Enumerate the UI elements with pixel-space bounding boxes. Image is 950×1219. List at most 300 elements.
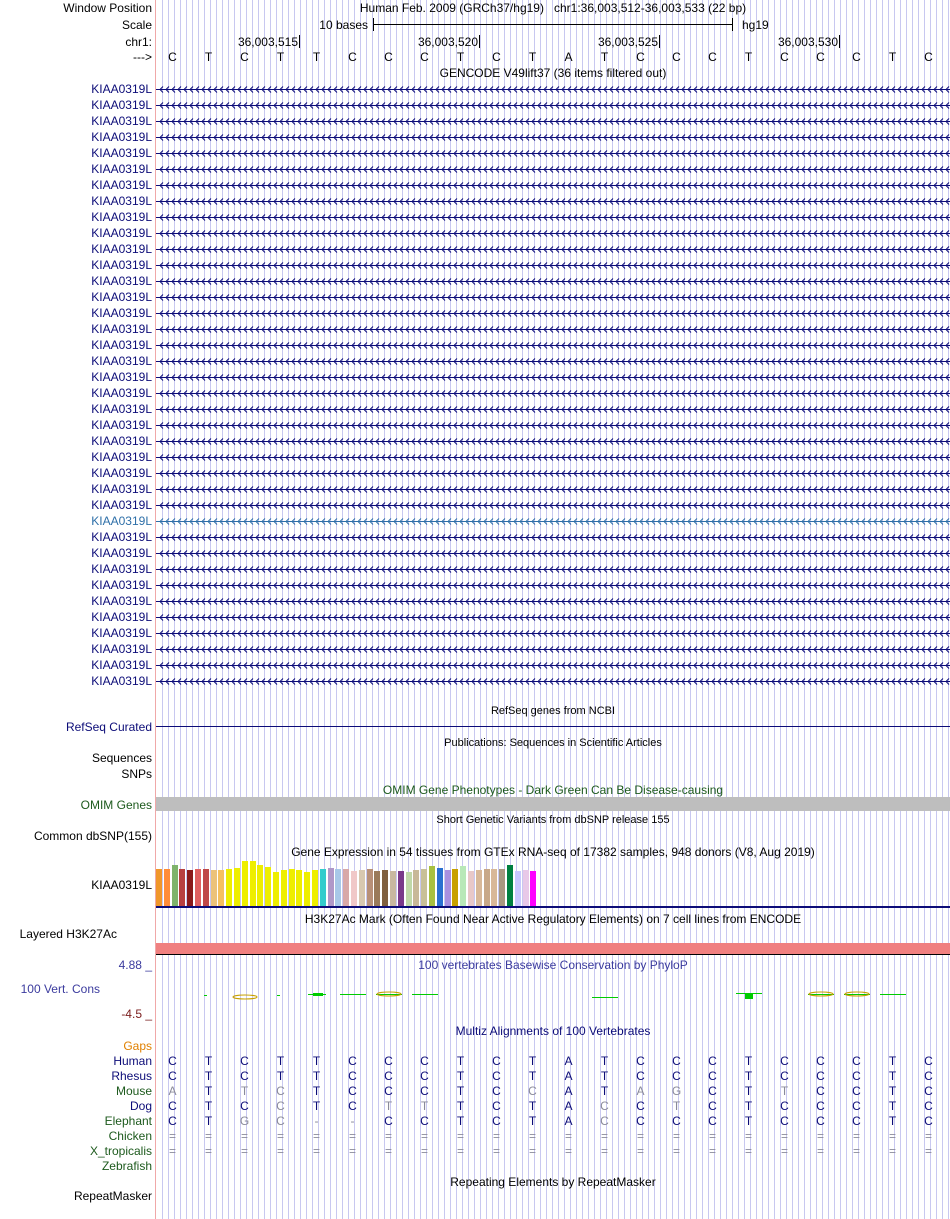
alignment-base: G xyxy=(671,1084,682,1098)
alignment-base: = xyxy=(672,1144,680,1158)
gencode-item-label[interactable]: KIAA0319L xyxy=(91,274,152,288)
gtex-tissue-bar[interactable] xyxy=(515,871,521,906)
sequence-base: C xyxy=(780,50,789,64)
gencode-gene-line[interactable] xyxy=(156,565,950,574)
sequence-base: C xyxy=(384,50,393,64)
gencode-item-label[interactable]: KIAA0319L xyxy=(91,434,152,448)
alignment-base: C xyxy=(780,1114,789,1128)
gencode-gene-line[interactable] xyxy=(156,533,950,542)
gtex-tissue-bar[interactable] xyxy=(484,869,490,906)
gtex-tissue-bar[interactable] xyxy=(390,871,396,906)
gencode-item-label[interactable]: KIAA0319L xyxy=(91,402,152,416)
gencode-item-label[interactable]: KIAA0319L xyxy=(91,194,152,208)
gencode-gene-line[interactable] xyxy=(156,181,950,190)
gencode-gene-line[interactable] xyxy=(156,677,950,686)
alignment-base: C xyxy=(780,1069,789,1083)
sequence-base: A xyxy=(564,50,573,64)
gtex-tissue-bar[interactable] xyxy=(398,871,404,906)
gtex-tissue-bar[interactable] xyxy=(476,870,482,906)
alignment-base: C xyxy=(816,1099,825,1113)
alignment-base: C xyxy=(348,1054,357,1068)
gencode-item-label[interactable]: KIAA0319L xyxy=(91,498,152,512)
sequence-base: C xyxy=(924,50,933,64)
gencode-item-label[interactable]: KIAA0319L xyxy=(91,642,152,656)
gtex-tissue-bar[interactable] xyxy=(273,872,279,906)
gtex-tissue-bar[interactable] xyxy=(328,868,334,906)
gencode-gene-line[interactable] xyxy=(156,661,950,670)
gencode-gene-line[interactable] xyxy=(156,405,950,414)
alignment-base: C xyxy=(420,1054,429,1068)
gencode-gene-line[interactable] xyxy=(156,165,950,174)
alignment-base: T xyxy=(204,1099,213,1113)
species-label[interactable]: Elephant xyxy=(104,1114,152,1128)
gtex-track-title: Gene Expression in 54 tissues from GTEx RNA-seq of 17382 samples, 948 donors (V8, Aug 2019) xyxy=(291,845,815,859)
publications-sequences-label[interactable]: Sequences xyxy=(91,751,152,765)
publications-track-title: Publications: Sequences in Scientific Articles xyxy=(444,737,662,749)
alignment-base: = xyxy=(420,1129,428,1143)
species-label[interactable]: Human xyxy=(113,1054,152,1068)
gtex-tissue-bar[interactable] xyxy=(382,870,388,906)
phylop-track-label[interactable]: 100 Vert. Cons xyxy=(20,982,100,996)
gencode-item-label[interactable]: KIAA0319L xyxy=(91,466,152,480)
gencode-gene-line[interactable] xyxy=(156,485,950,494)
h3k27ac-signal-bar[interactable] xyxy=(156,943,950,954)
publications-snps-label[interactable]: SNPs xyxy=(121,767,152,781)
gtex-tissue-bar[interactable] xyxy=(507,865,513,906)
gencode-gene-line[interactable] xyxy=(156,117,950,126)
gencode-item-label[interactable]: KIAA0319L xyxy=(91,114,152,128)
alignment-base: C xyxy=(492,1054,501,1068)
gencode-gene-line[interactable] xyxy=(156,341,950,350)
gencode-item-label[interactable]: KIAA0319L xyxy=(91,290,152,304)
alignment-base: C xyxy=(348,1084,357,1098)
gencode-item-label[interactable]: KIAA0319L xyxy=(91,386,152,400)
alignment-base: T xyxy=(204,1069,213,1083)
alignment-base: - xyxy=(350,1114,355,1128)
gencode-gene-line[interactable] xyxy=(156,101,950,110)
gtex-tissue-bar[interactable] xyxy=(499,869,505,906)
sequence-base: C xyxy=(420,50,429,64)
gencode-item-label[interactable]: KIAA0319L xyxy=(91,306,152,320)
gencode-item-label[interactable]: KIAA0319L xyxy=(91,578,152,592)
alignment-base: T xyxy=(456,1069,465,1083)
sequence-base: C xyxy=(636,50,645,64)
gtex-tissue-bar[interactable] xyxy=(359,870,365,906)
alignment-base: = xyxy=(852,1129,860,1143)
gaps-label[interactable]: Gaps xyxy=(123,1039,152,1053)
gtex-tissue-bar[interactable] xyxy=(156,869,162,906)
gencode-gene-line[interactable] xyxy=(156,597,950,606)
coord-label-1: 36,003,515 xyxy=(237,35,298,49)
alignment-base: T xyxy=(888,1114,897,1128)
alignment-base: C xyxy=(708,1084,717,1098)
gtex-tissue-bar[interactable] xyxy=(242,861,248,906)
refseq-track-label[interactable]: RefSeq Curated xyxy=(65,720,152,734)
scale-bar xyxy=(373,24,733,25)
gencode-item-label[interactable]: KIAA0319L xyxy=(91,242,152,256)
gtex-tissue-bar[interactable] xyxy=(289,869,295,906)
alignment-base: = xyxy=(636,1144,644,1158)
gencode-item-label[interactable]: KIAA0319L xyxy=(91,258,152,272)
alignment-base: T xyxy=(888,1084,897,1098)
gtex-tissue-bar[interactable] xyxy=(374,871,380,906)
alignment-base: C xyxy=(852,1054,861,1068)
repeatmasker-track-label[interactable]: RepeatMasker xyxy=(73,1189,152,1203)
alignment-base: = xyxy=(744,1129,752,1143)
gencode-gene-line[interactable] xyxy=(156,357,950,366)
gtex-tissue-bar[interactable] xyxy=(250,861,256,906)
gtex-tissue-bar[interactable] xyxy=(468,871,474,906)
gencode-item-label[interactable]: KIAA0319L xyxy=(91,162,152,176)
gencode-item-label[interactable]: KIAA0319L xyxy=(91,98,152,112)
gencode-item-label[interactable]: KIAA0319L xyxy=(91,562,152,576)
alignment-base: T xyxy=(528,1069,537,1083)
alignment-base: T xyxy=(276,1054,285,1068)
alignment-base: C xyxy=(708,1114,717,1128)
alignment-base: = xyxy=(348,1144,356,1158)
alignment-base: = xyxy=(924,1144,932,1158)
gencode-item-label[interactable]: KIAA0319L xyxy=(91,482,152,496)
alignment-base: = xyxy=(240,1129,248,1143)
sequence-base: T xyxy=(204,50,213,64)
gtex-tissue-bar[interactable] xyxy=(429,866,435,906)
alignment-base: A xyxy=(564,1084,573,1098)
gencode-item-label[interactable]: KIAA0319L xyxy=(91,354,152,368)
gencode-gene-line[interactable] xyxy=(156,389,950,398)
species-label[interactable]: Mouse xyxy=(115,1084,152,1098)
alignment-base: G xyxy=(239,1114,250,1128)
h3k27ac-track-label[interactable]: Layered H3K27Ac xyxy=(19,927,117,941)
scale-bar-right-end xyxy=(732,18,733,31)
gtex-tissue-bar[interactable] xyxy=(218,870,224,906)
alignment-base: A xyxy=(564,1054,573,1068)
gencode-item-label[interactable]: KIAA0319L xyxy=(91,338,152,352)
gtex-tissue-bar[interactable] xyxy=(304,872,310,906)
alignment-base: C xyxy=(600,1114,609,1128)
alignment-base: = xyxy=(852,1144,860,1158)
gtex-tissue-bar[interactable] xyxy=(195,869,201,906)
gencode-gene-line[interactable] xyxy=(156,261,950,270)
alignment-base: C xyxy=(672,1069,681,1083)
alignment-base: = xyxy=(564,1129,572,1143)
gtex-tissue-bar[interactable] xyxy=(203,869,209,906)
alignment-base: C xyxy=(672,1114,681,1128)
gtex-tissue-bar[interactable] xyxy=(351,871,357,906)
refseq-track-title: RefSeq genes from NCBI xyxy=(490,705,616,717)
alignment-base: = xyxy=(168,1144,176,1158)
alignment-base: T xyxy=(456,1099,465,1113)
gtex-tissue-bar[interactable] xyxy=(460,866,466,906)
position-title xyxy=(156,1,950,15)
gencode-item-label[interactable]: KIAA0319L xyxy=(91,514,152,528)
alignment-base: T xyxy=(888,1054,897,1068)
alignment-base: T xyxy=(528,1114,537,1128)
sequence-base: T xyxy=(888,50,897,64)
alignment-base: T xyxy=(672,1099,681,1113)
alignment-base: C xyxy=(168,1069,177,1083)
gtex-tissue-bar[interactable] xyxy=(179,869,185,906)
alignment-base: = xyxy=(672,1129,680,1143)
gtex-tissue-bar[interactable] xyxy=(265,867,271,906)
sequence-base: C xyxy=(852,50,861,64)
coord-tick-1 xyxy=(299,35,300,48)
gtex-tissue-bar[interactable] xyxy=(320,869,326,906)
alignment-base: T xyxy=(528,1099,537,1113)
gtex-tissue-bar[interactable] xyxy=(211,870,217,906)
alignment-base: = xyxy=(708,1144,716,1158)
scale-text: 10 bases xyxy=(319,18,368,32)
alignment-base: C xyxy=(276,1099,285,1113)
alignment-base: C xyxy=(708,1099,717,1113)
alignment-base: T xyxy=(528,1054,537,1068)
alignment-base: T xyxy=(204,1114,213,1128)
gtex-tissue-bar[interactable] xyxy=(335,869,341,906)
assembly-name: Human Feb. 2009 (GRCh37/hg19) xyxy=(359,1,544,15)
alignment-base: A xyxy=(636,1084,645,1098)
gtex-baseline xyxy=(156,906,950,908)
gtex-tissue-bar[interactable] xyxy=(437,868,443,906)
h3k27ac-baseline xyxy=(156,954,950,955)
alignment-base: C xyxy=(276,1114,285,1128)
alignment-base: C xyxy=(852,1084,861,1098)
alignment-base: = xyxy=(204,1129,212,1143)
gencode-gene-line[interactable] xyxy=(156,85,950,94)
gencode-gene-line[interactable] xyxy=(156,453,950,462)
alignment-base: C xyxy=(240,1054,249,1068)
gtex-tissue-bar[interactable] xyxy=(530,871,536,906)
dbsnp-track-label[interactable]: Common dbSNP(155) xyxy=(33,829,152,843)
alignment-base: T xyxy=(204,1084,213,1098)
coord-label-3: 36,003,525 xyxy=(597,35,658,49)
alignment-base: = xyxy=(600,1144,608,1158)
gtex-tissue-bar[interactable] xyxy=(281,870,287,906)
gtex-tissue-bar[interactable] xyxy=(367,869,373,906)
gencode-item-label[interactable]: KIAA0319L xyxy=(91,130,152,144)
multiz-track-title: Multiz Alignments of 100 Vertebrates xyxy=(455,1024,651,1038)
gencode-gene-line[interactable] xyxy=(156,373,950,382)
gtex-tissue-bar[interactable] xyxy=(491,869,497,906)
gencode-item-label[interactable]: KIAA0319L xyxy=(91,210,152,224)
refseq-gene-line[interactable] xyxy=(156,726,950,727)
alignment-base: C xyxy=(348,1069,357,1083)
phylop-max-value: 4.88 _ xyxy=(118,958,152,972)
phylop-conservation-graph[interactable] xyxy=(156,985,950,1005)
gencode-item-label[interactable]: KIAA0319L xyxy=(91,322,152,336)
omim-gene-bar[interactable] xyxy=(156,797,950,811)
gencode-item-label[interactable]: KIAA0319L xyxy=(91,418,152,432)
alignment-base: T xyxy=(744,1084,753,1098)
alignment-base: T xyxy=(600,1054,609,1068)
gtex-track-label[interactable]: KIAA0319L xyxy=(91,878,152,892)
gencode-gene-line[interactable] xyxy=(156,501,950,510)
gtex-tissue-bar[interactable] xyxy=(452,869,458,906)
gencode-item-label[interactable]: KIAA0319L xyxy=(91,546,152,560)
alignment-base: = xyxy=(780,1144,788,1158)
alignment-base: = xyxy=(780,1129,788,1143)
gencode-gene-line[interactable] xyxy=(156,325,950,334)
alignment-base: C xyxy=(708,1054,717,1068)
alignment-base: T xyxy=(744,1114,753,1128)
alignment-base: T xyxy=(780,1084,789,1098)
alignment-base: C xyxy=(816,1054,825,1068)
gtex-tissue-bar[interactable] xyxy=(413,870,419,906)
alignment-base: = xyxy=(888,1129,896,1143)
species-label[interactable]: Zebrafish xyxy=(101,1159,152,1173)
sequence-base: T xyxy=(276,50,285,64)
alignment-base: C xyxy=(492,1069,501,1083)
alignment-base: C xyxy=(636,1069,645,1083)
dbsnp-track-title: Short Genetic Variants from dbSNP release 155 xyxy=(436,814,670,826)
gencode-item-label[interactable]: KIAA0319L xyxy=(91,658,152,672)
alignment-base: = xyxy=(420,1144,428,1158)
alignment-base: T xyxy=(744,1099,753,1113)
species-label[interactable]: Rhesus xyxy=(111,1069,152,1083)
alignment-base: C xyxy=(492,1114,501,1128)
gtex-tissue-bar[interactable] xyxy=(406,872,412,906)
gencode-gene-line[interactable] xyxy=(156,309,950,318)
alignment-base: C xyxy=(816,1084,825,1098)
gencode-gene-line[interactable] xyxy=(156,197,950,206)
alignment-base: = xyxy=(744,1144,752,1158)
gtex-tissue-bar[interactable] xyxy=(343,869,349,906)
sequence-base: C xyxy=(492,50,501,64)
alignment-base: C xyxy=(708,1069,717,1083)
gtex-tissue-bar[interactable] xyxy=(187,870,193,906)
alignment-base: T xyxy=(456,1084,465,1098)
gencode-gene-line[interactable] xyxy=(156,277,950,286)
alignment-base: C xyxy=(672,1054,681,1068)
alignment-base: C xyxy=(852,1069,861,1083)
alignment-base: C xyxy=(924,1054,933,1068)
gencode-gene-line[interactable] xyxy=(156,549,950,558)
alignment-base: = xyxy=(240,1144,248,1158)
alignment-base: T xyxy=(888,1099,897,1113)
gencode-gene-line[interactable] xyxy=(156,469,950,478)
gencode-gene-line[interactable] xyxy=(156,517,950,526)
gencode-item-label[interactable]: KIAA0319L xyxy=(91,610,152,624)
alignment-base: = xyxy=(600,1129,608,1143)
gencode-item-label[interactable]: KIAA0319L xyxy=(91,530,152,544)
chrom-label[interactable]: chr1: xyxy=(125,35,152,49)
strand-arrow-label[interactable]: ---> xyxy=(133,50,152,64)
gencode-gene-line[interactable] xyxy=(156,437,950,446)
alignment-base: C xyxy=(384,1114,393,1128)
gtex-tissue-bar[interactable] xyxy=(234,868,240,906)
gencode-gene-line[interactable] xyxy=(156,421,950,430)
alignment-base: T xyxy=(276,1069,285,1083)
alignment-base: C xyxy=(780,1099,789,1113)
alignment-base: = xyxy=(276,1144,284,1158)
gencode-item-label[interactable]: KIAA0319L xyxy=(91,674,152,688)
alignment-base: A xyxy=(168,1084,177,1098)
alignment-base: C xyxy=(816,1069,825,1083)
gencode-item-label[interactable]: KIAA0319L xyxy=(91,594,152,608)
coord-tick-4 xyxy=(839,35,840,48)
gtex-tissue-bar[interactable] xyxy=(172,865,178,906)
alignment-base: = xyxy=(204,1144,212,1158)
gencode-item-label[interactable]: KIAA0319L xyxy=(91,450,152,464)
alignment-base: = xyxy=(384,1144,392,1158)
gencode-gene-line[interactable] xyxy=(156,213,950,222)
sequence-base: C xyxy=(348,50,357,64)
gencode-item-label[interactable]: KIAA0319L xyxy=(91,82,152,96)
window-position-label[interactable]: Window Position xyxy=(63,1,152,15)
alignment-base: C xyxy=(852,1099,861,1113)
gencode-item-label[interactable]: KIAA0319L xyxy=(91,146,152,160)
sequence-base: C xyxy=(672,50,681,64)
gencode-item-label[interactable]: KIAA0319L xyxy=(91,626,152,640)
gtex-tissue-bar[interactable] xyxy=(226,869,232,906)
alignment-base: = xyxy=(312,1144,320,1158)
alignment-base: A xyxy=(564,1114,573,1128)
gencode-gene-line[interactable] xyxy=(156,613,950,622)
gencode-gene-line[interactable] xyxy=(156,293,950,302)
gencode-gene-line[interactable] xyxy=(156,245,950,254)
sequence-base: T xyxy=(528,50,537,64)
gencode-gene-line[interactable] xyxy=(156,629,950,638)
alignment-base: = xyxy=(456,1144,464,1158)
alignment-base: C xyxy=(492,1099,501,1113)
gtex-tissue-bar[interactable] xyxy=(312,870,318,906)
alignment-base: T xyxy=(600,1069,609,1083)
alignment-base: = xyxy=(816,1144,824,1158)
alignment-base: = xyxy=(888,1144,896,1158)
gtex-tissue-bar[interactable] xyxy=(523,870,529,906)
alignment-base: C xyxy=(168,1114,177,1128)
alignment-base: - xyxy=(314,1114,319,1128)
omim-track-label[interactable]: OMIM Genes xyxy=(80,798,152,812)
alignment-base: C xyxy=(636,1114,645,1128)
gencode-item-label[interactable]: KIAA0319L xyxy=(91,226,152,240)
alignment-base: C xyxy=(924,1084,933,1098)
alignment-base: C xyxy=(168,1054,177,1068)
omim-track-title: OMIM Gene Phenotypes - Dark Green Can Be Disease-causing xyxy=(382,783,724,797)
alignment-base: C xyxy=(924,1114,933,1128)
gtex-tissue-bar[interactable] xyxy=(421,869,427,906)
scale-db: hg19 xyxy=(742,18,769,32)
gencode-gene-line[interactable] xyxy=(156,229,950,238)
gtex-tissue-bar[interactable] xyxy=(164,869,170,906)
species-label[interactable]: X_tropicalis xyxy=(89,1144,152,1158)
gtex-tissue-bar[interactable] xyxy=(445,870,451,906)
gencode-item-label[interactable]: KIAA0319L xyxy=(91,370,152,384)
repeatmasker-track-title: Repeating Elements by RepeatMasker xyxy=(450,1175,656,1189)
gencode-gene-line[interactable] xyxy=(156,645,950,654)
species-label[interactable]: Dog xyxy=(129,1099,152,1113)
alignment-base: = xyxy=(924,1129,932,1143)
alignment-base: = xyxy=(492,1144,500,1158)
gtex-tissue-bar[interactable] xyxy=(296,870,302,906)
scale-label[interactable]: Scale xyxy=(121,18,152,32)
alignment-base: T xyxy=(420,1099,429,1113)
alignment-base: C xyxy=(420,1084,429,1098)
position-range: chr1:36,003,512-36,003,533 (22 bp) xyxy=(553,1,747,15)
species-label[interactable]: Chicken xyxy=(108,1129,152,1143)
alignment-base: C xyxy=(384,1084,393,1098)
alignment-base: C xyxy=(384,1069,393,1083)
gencode-item-label[interactable]: KIAA0319L xyxy=(91,178,152,192)
gtex-tissue-bar[interactable] xyxy=(257,865,263,906)
alignment-base: T xyxy=(456,1114,465,1128)
sequence-base: T xyxy=(744,50,753,64)
alignment-base: C xyxy=(924,1099,933,1113)
alignment-base: T xyxy=(312,1069,321,1083)
gencode-gene-line[interactable] xyxy=(156,581,950,590)
gencode-gene-line[interactable] xyxy=(156,133,950,142)
gencode-gene-line[interactable] xyxy=(156,149,950,158)
alignment-base: C xyxy=(636,1099,645,1113)
alignment-base: A xyxy=(564,1099,573,1113)
